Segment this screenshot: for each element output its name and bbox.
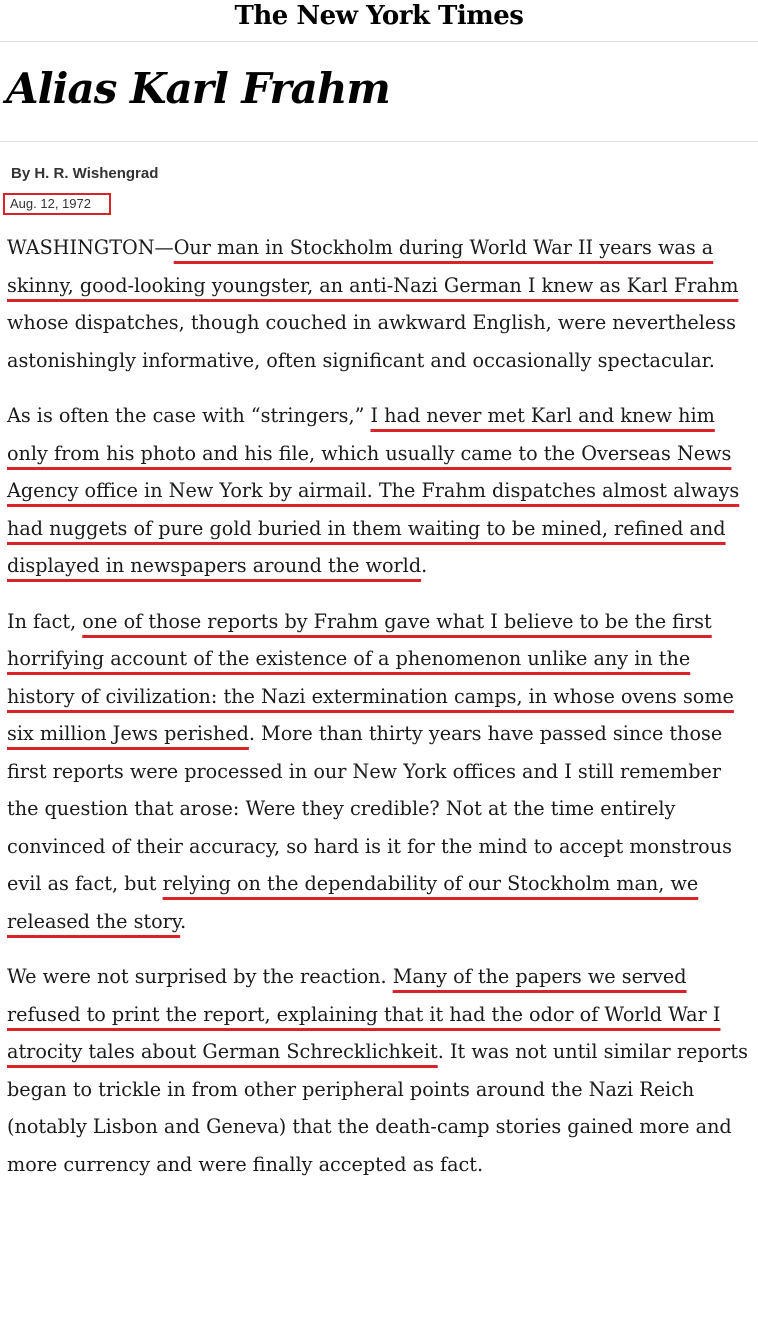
text-segment: . It was not until similar reports began to trickle in from other peripheral points around the Nazi Reich (notably Lisbon and Geneva) that the death-camp stories gained more and more currency and were finally accepted as fact. [7,1040,748,1176]
article-body [7,229,757,1201]
text-segment: whose dispatches, though couched in awkward English, were nevertheless astonishingly informative, often significant and occasionally spectacular. [7,311,736,372]
masthead [0,0,758,42]
masthead-logo[interactable]: The New York Times [234,1,524,31]
text-segment: As is often the case with “stringers,” [7,404,371,427]
highlighted-text: Our man in Stockholm during World War II years was a skinny, good-looking youngster, an anti-Nazi German I knew as Karl Frahm [7,236,739,297]
paragraph [7,603,757,941]
text-segment: . [180,909,187,933]
paragraph [7,958,757,1183]
text-segment: We were not surprised by the reaction. [7,965,393,988]
highlighted-text: I had never met Karl and knew him only from his photo and his file, which usually came to the Overseas News Agency office in New York by airmail. The Frahm dispatches almost always had nuggets of pure gold buried in them waiting to be mined, refined and displayed in newspapers around the world [7,404,740,577]
text-segment: In fact, [7,609,83,633]
text-segment: . More than thirty years have passed since those first reports were processed in our New York offices and I still remember the question that arose: Were they credible? Not at the time entirely convinced of their accuracy, so hard is it for the mind to accept monstrous evil as fact, but [7,722,732,895]
highlighted-text: relying on the dependability of our Stockholm man, we released the story [7,872,699,933]
highlighted-text: one of those reports by Frahm gave what I believe to be the first horrifying account of the existence of a phenomenon unlike any in the history of civilization: the Nazi extermination camps, in whose ovens some six million Jews perished [7,609,734,745]
paragraph [7,397,757,585]
text-segment: . [421,554,428,577]
publish-date: Aug. 12, 1972 [3,193,111,215]
paragraph [7,229,757,379]
text-segment: WASHINGTON— [7,236,174,259]
byline: By H. R. Wishengrad [11,165,159,182]
highlighted-text: Many of the papers we served refused to print the report, explaining that it had the odor of World War I atrocity tales about German Schrecklichkeit [7,965,721,1063]
divider [0,141,758,142]
article-headline: Alias Karl Frahm [6,64,390,113]
